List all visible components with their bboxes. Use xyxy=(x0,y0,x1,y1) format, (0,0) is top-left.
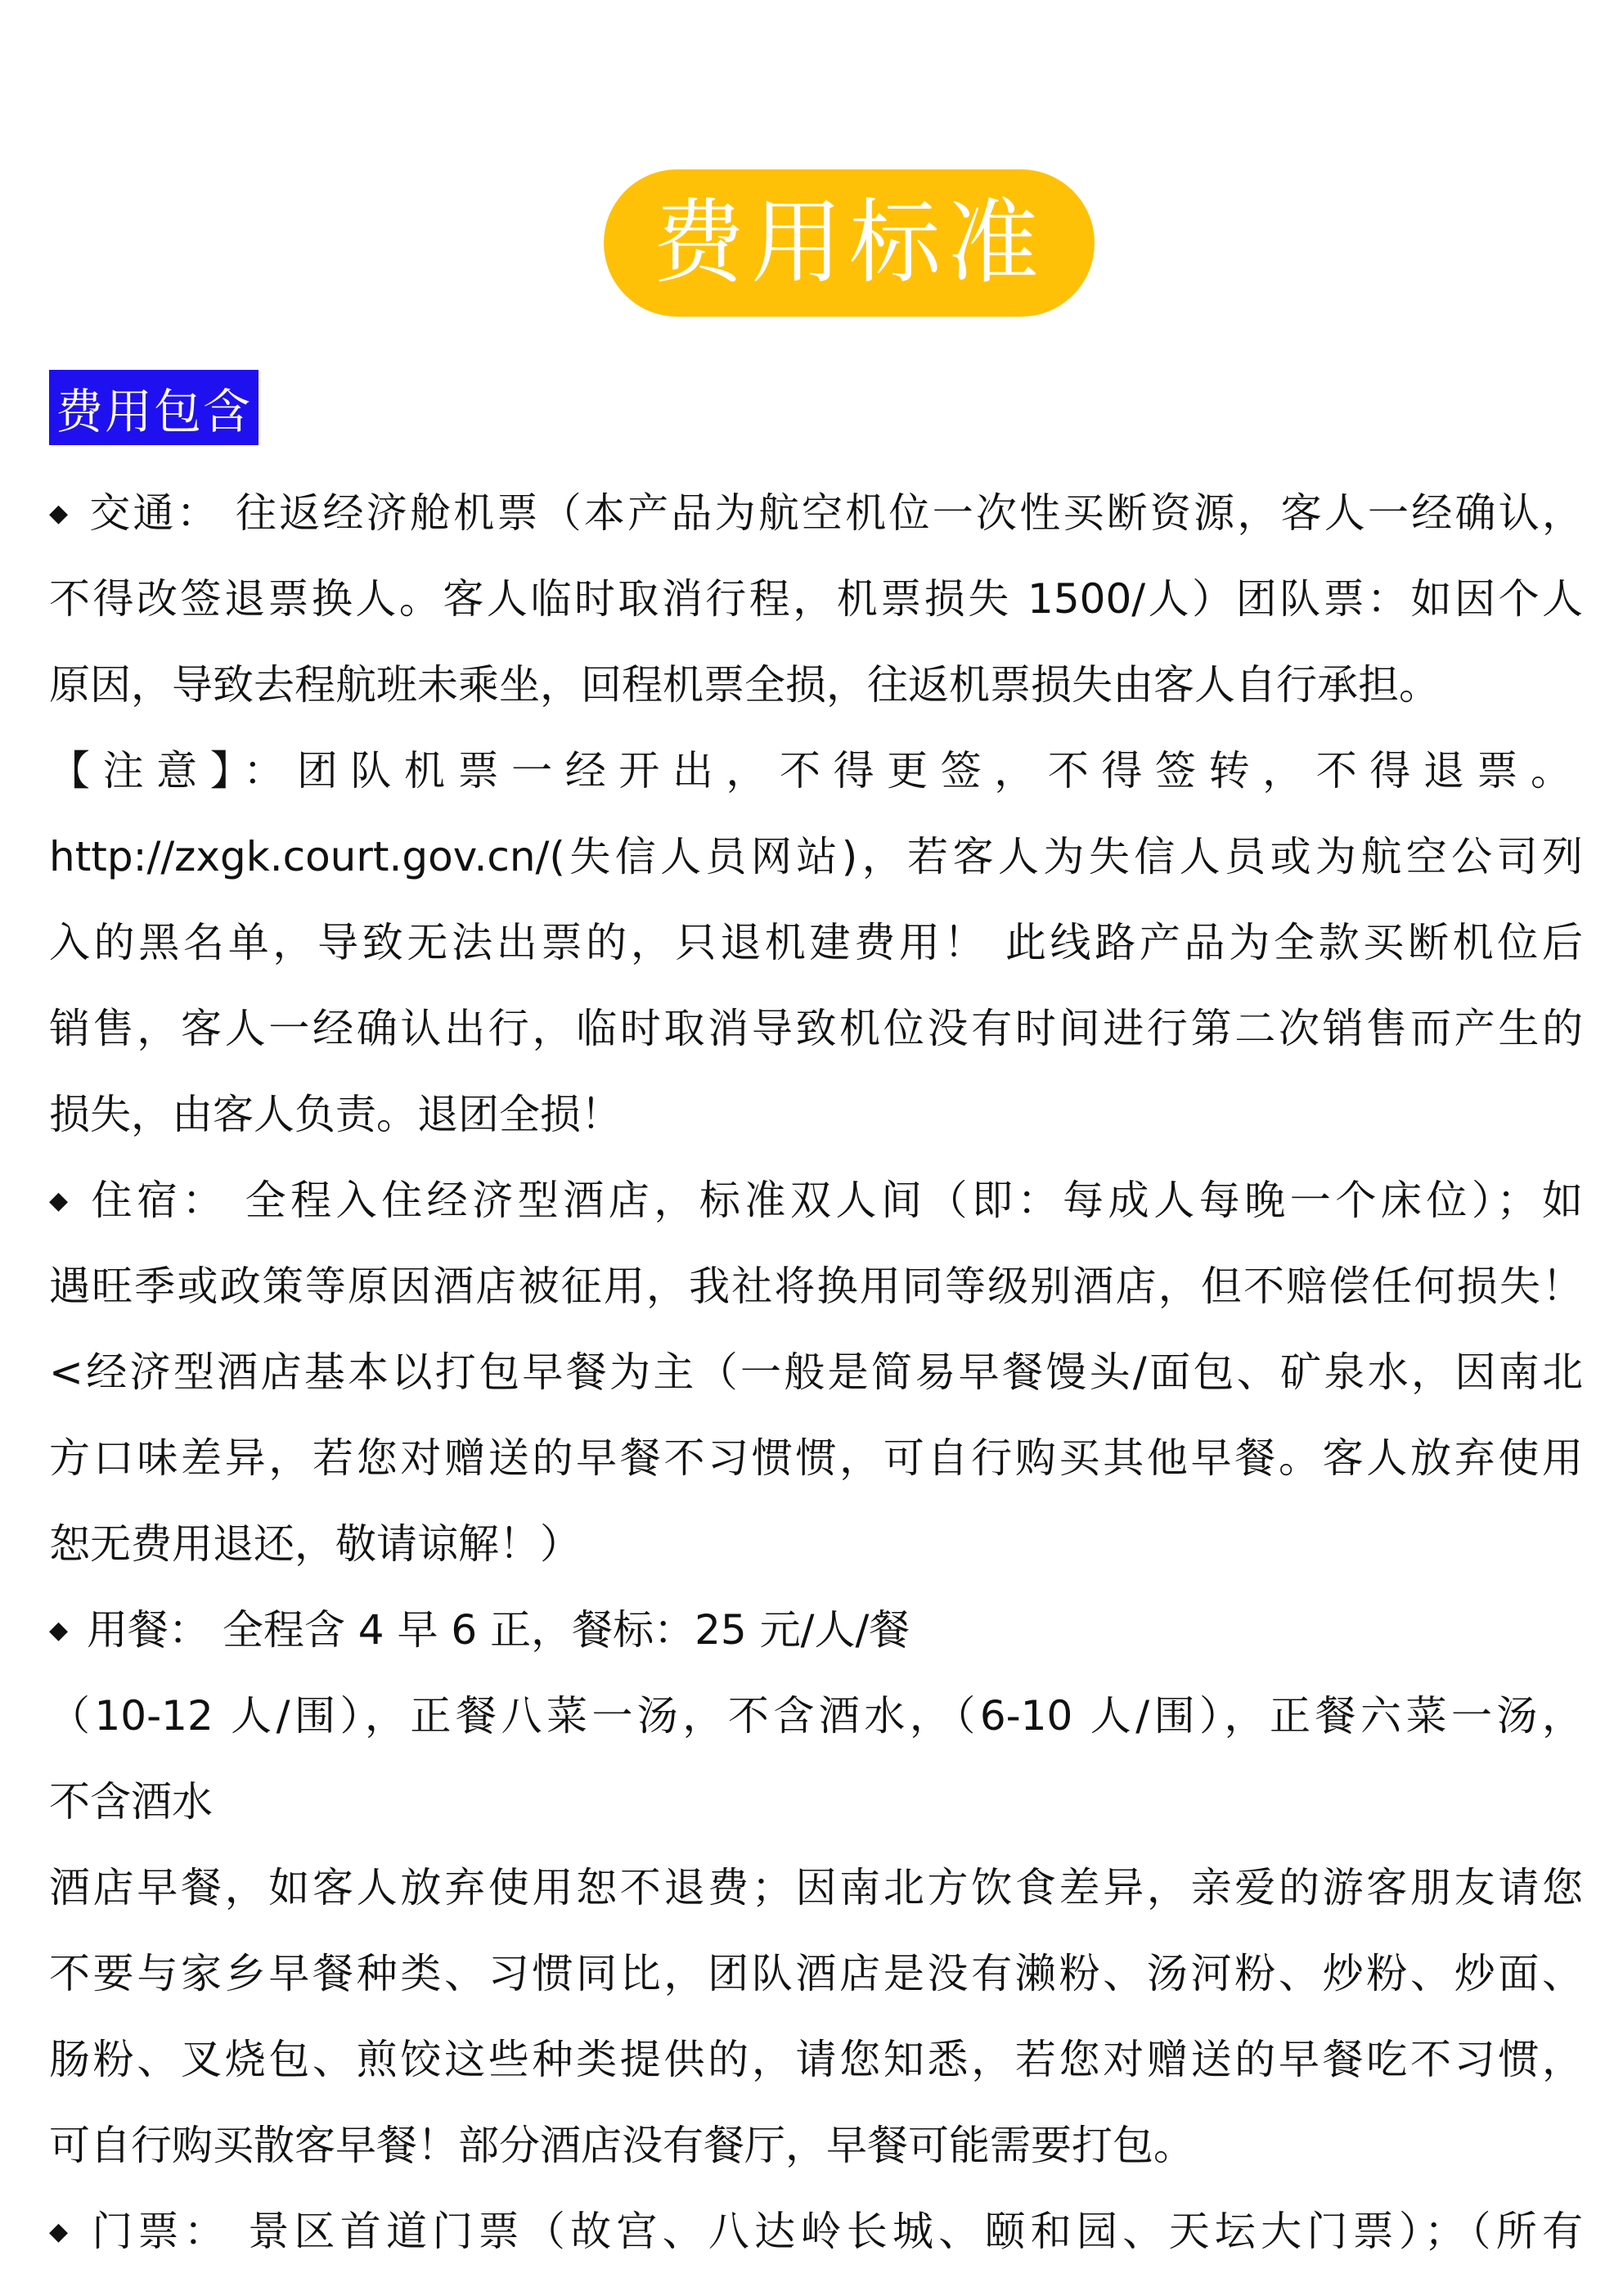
text-line: 不含酒水 xyxy=(49,1778,213,1826)
text-line: 酒店早餐，如客人放弃使用恕不退费；因南北方饮食差异，亲爱的游客朋友请您 xyxy=(49,1864,1583,1911)
text-line: <经济型酒店基本以打包早餐为主（一般是简易早餐馒头/面包、矿泉水，因南北 xyxy=(49,1348,1583,1396)
text-line: 肠粉、叉烧包、煎饺这些种类提供的，请您知悉，若您对赠送的早餐吃不习惯， xyxy=(49,2036,1583,2083)
text-line: 不得改签退票换人。客人临时取消行程，机票损失 1500/人）团队票：如因个人 xyxy=(49,575,1583,623)
text-line: 损失，由客人负责。退团全损！ xyxy=(49,1091,622,1138)
text-line: ◆ 交通： 往返经济舱机票（本产品为航空机位一次性买断资源，客人一经确认， xyxy=(49,470,1583,556)
diamond-bullet-icon: ◆ xyxy=(49,499,69,528)
text-line: ◆ 门票： 景区首道门票（故宫、八达岭长城、颐和园、天坛大门票）；（所有 xyxy=(49,2189,1583,2275)
diamond-bullet-icon: ◆ xyxy=(49,1616,69,1645)
document-body xyxy=(49,470,1583,2275)
section-heading: 费用包含 xyxy=(49,370,259,445)
text-line: 不要与家乡早餐种类、习惯同比，团队酒店是没有濑粉、汤河粉、炒粉、炒面、 xyxy=(49,1950,1583,1997)
text-line: 恕无费用退还，敬请谅解！） xyxy=(49,1520,581,1568)
diamond-bullet-icon: ◆ xyxy=(49,2217,69,2246)
title-banner xyxy=(604,169,1095,317)
text-line: （10-12 人/围），正餐八菜一汤，不含酒水，（6-10 人/围），正餐六菜一汤， xyxy=(49,1692,1583,1740)
text-line: 可自行购买散客早餐！部分酒店没有餐厅，早餐可能需要打包。 xyxy=(49,2122,1194,2169)
text-line: ◆ 住宿： 全程入住经济型酒店，标准双人间（即：每成人每晚一个床位）；如 xyxy=(49,1158,1583,1244)
diamond-bullet-icon: ◆ xyxy=(49,1186,69,1215)
text-line: 原因，导致去程航班未乘坐，回程机票全损，往返机票损失由客人自行承担。 xyxy=(49,661,1440,709)
text-line: 入的黑名单，导致无法出票的，只退机建费用！ 此线路产品为全款买断机位后 xyxy=(49,919,1583,966)
text-line: 方口味差异，若您对赠送的早餐不习惯惯，可自行购买其他早餐。客人放弃使用 xyxy=(49,1434,1583,1482)
text-line: http://zxgk.court.gov.cn/(失信人员网站)，若客人为失信人员或为航空公司列 xyxy=(49,833,1583,880)
text-line: 【注意】：团队机票一经开出，不得更签，不得签转，不得退票。 xyxy=(49,747,1583,795)
text-line: ◆ 用餐： 全程含 4 早 6 正，餐标：25 元/人/餐 xyxy=(49,1587,1583,1673)
text-line: 遇旺季或政策等原因酒店被征用，我社将换用同等级别酒店，但不赔偿任何损失！ xyxy=(49,1263,1583,1310)
text-line: 销售，客人一经确认出行，临时取消导致机位没有时间进行第二次销售而产生的 xyxy=(49,1005,1583,1052)
page-title: 费用标准 xyxy=(653,190,1045,296)
